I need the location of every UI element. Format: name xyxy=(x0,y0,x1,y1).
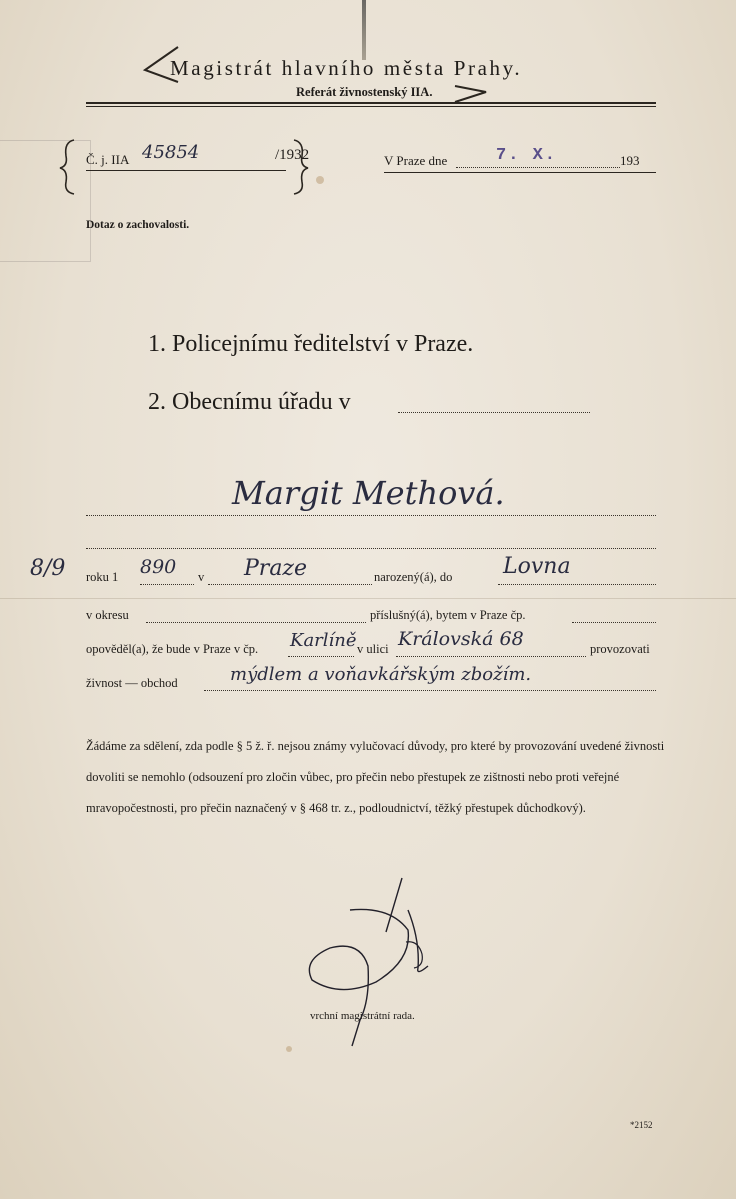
street-label: v ulici xyxy=(357,642,389,656)
magistrate-title: Magistrát hlavního města Prahy. xyxy=(170,56,523,80)
date-underline xyxy=(384,172,656,173)
dotted-line xyxy=(288,656,354,657)
operate-label: provozovati xyxy=(590,642,650,656)
header-decorations xyxy=(0,0,736,240)
margin-note: 8/9 xyxy=(30,556,66,581)
signature-mark xyxy=(290,870,450,1060)
recipient-police: 1. Policejnímu ředitelství v Praze. xyxy=(148,331,474,357)
applicant-name: Margit Methová. xyxy=(232,474,505,512)
header-rule xyxy=(86,106,656,107)
name-dotted-line xyxy=(86,515,656,516)
signatory-title: vrchní magistrátní rada. xyxy=(310,1010,415,1022)
department-label: Referát živnostenský IIA. xyxy=(296,85,433,99)
reference-number: 45854 xyxy=(142,142,200,163)
dotted-line xyxy=(204,690,656,691)
reference-label: Č. j. IIA xyxy=(86,152,130,167)
date-stamp: 7. X. xyxy=(496,146,558,165)
municipal-dotted-line xyxy=(398,412,590,413)
born-year-label: roku 1 xyxy=(86,570,119,584)
street-value: Královská 68 xyxy=(398,628,524,650)
trade-value: mýdlem a voňavkářským zbožím. xyxy=(230,664,532,685)
header-rule xyxy=(86,102,656,104)
born-in-label: v xyxy=(198,570,205,584)
dotted-line xyxy=(140,584,194,585)
request-paragraph: Žádáme za sdělení, zda podle § 5 ž. ř. nejsou známy vylučovací důvody, pro které by provozování uvedené živnosti dovoliti se nemohlo (odsouzení pro zločin vůbec, pro přečin nebo přestupek ze zištnosti nebo proti veřejné mravopočestnosti, pro přečin naznačený v § 468 tr. z., podloudnictví, těžký přestupek důchodkový). xyxy=(86,739,665,815)
domicile-label: příslušný(á), bytem v Praze čp. xyxy=(370,608,526,622)
born-place-value: Praze xyxy=(244,556,308,581)
date-dotted-line xyxy=(456,167,620,168)
trade-label: živnost — obchod xyxy=(86,676,178,690)
dotted-line xyxy=(396,656,586,657)
name-dotted-line-2 xyxy=(86,548,656,549)
dotted-line xyxy=(498,584,656,585)
district-label: v okresu xyxy=(86,608,129,622)
subject-line: Dotaz o zachovalosti. xyxy=(86,219,190,231)
dotted-line xyxy=(572,622,656,623)
dotted-line xyxy=(146,622,366,623)
date-label: V Praze dne xyxy=(384,153,448,168)
date-suffix: 193 xyxy=(620,153,640,168)
fold-crease-horizontal xyxy=(0,598,736,599)
native-place-value: Lovna xyxy=(503,554,571,579)
declared-label: opověděl(a), že bude v Praze v čp. xyxy=(86,642,259,656)
dotted-line xyxy=(208,584,372,585)
native-label: narozený(á), do xyxy=(374,570,453,584)
reference-year: /1932 xyxy=(275,147,310,163)
recipient-municipal: 2. Obecnímu úřadu v xyxy=(148,389,351,415)
house-value: Karlíně xyxy=(290,630,357,651)
born-year-value: 890 xyxy=(140,556,177,578)
reference-underline xyxy=(86,170,286,171)
form-number: *2152 xyxy=(630,1120,653,1130)
